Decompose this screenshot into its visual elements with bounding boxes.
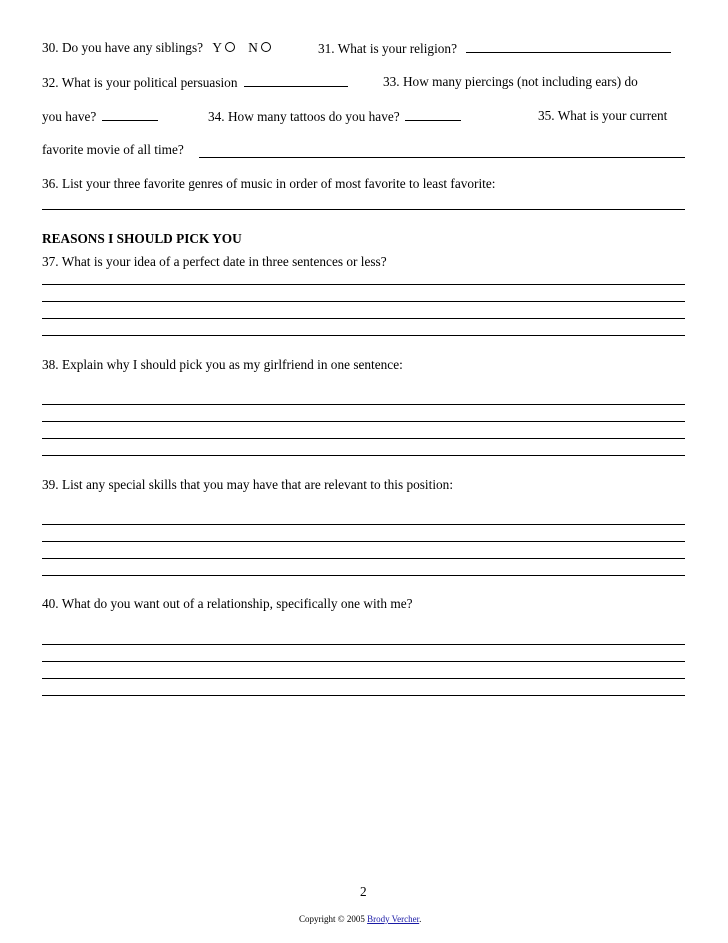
question-36 xyxy=(42,176,495,192)
movie-answer-field[interactable] xyxy=(199,157,685,158)
answer-line[interactable] xyxy=(42,301,685,302)
tattoos-answer-field[interactable] xyxy=(405,108,461,121)
page-number: 2 xyxy=(360,884,367,899)
question-40 xyxy=(42,596,413,612)
question-37-text: 37. What is your idea of a perfect date in three sentences or less? xyxy=(42,254,387,269)
question-33-continued xyxy=(42,108,158,125)
question-30 xyxy=(42,40,271,56)
question-35-text: 35. What is your current xyxy=(538,108,668,123)
question-31 xyxy=(318,40,671,57)
political-answer-field[interactable] xyxy=(244,74,348,87)
question-37 xyxy=(42,254,387,270)
answer-line[interactable] xyxy=(42,558,685,559)
answer-line[interactable] xyxy=(42,575,685,576)
answer-line[interactable] xyxy=(42,438,685,439)
answer-line[interactable] xyxy=(42,404,685,405)
question-32-text: 32. What is your political persuasion xyxy=(42,75,238,90)
question-35 xyxy=(538,108,667,124)
piercings-answer-field[interactable] xyxy=(102,108,158,121)
option-no-radio[interactable] xyxy=(261,42,271,52)
question-39 xyxy=(42,477,453,493)
question-35-text-continued: favorite movie of all time? xyxy=(42,142,184,157)
section-heading: REASONS I SHOULD PICK YOU xyxy=(42,231,242,246)
answer-line[interactable] xyxy=(42,661,685,662)
copyright-text: Copyright © 2005 xyxy=(299,914,365,924)
question-36-text: 36. List your three favorite genres of music in order of most favorite to least favorite: xyxy=(42,176,496,191)
option-no-label: N xyxy=(248,40,258,55)
answer-line[interactable] xyxy=(42,318,685,319)
question-40-text: 40. What do you want out of a relationship, specifically one with me? xyxy=(42,596,413,611)
question-31-text: 31. What is your religion? xyxy=(318,41,457,56)
answer-line[interactable] xyxy=(42,541,685,542)
music-answer-line[interactable] xyxy=(42,209,685,210)
question-33-text: 33. How many piercings (not including ears) do xyxy=(383,74,638,89)
question-32 xyxy=(42,74,348,91)
copyright-period: . xyxy=(419,914,422,924)
answer-line[interactable] xyxy=(42,695,685,696)
question-33-text-continued: you have? xyxy=(42,109,97,124)
question-39-text: 39. List any special skills that you may have that are relevant to this position: xyxy=(42,477,454,492)
answer-line[interactable] xyxy=(42,678,685,679)
question-38 xyxy=(42,357,403,373)
question-34 xyxy=(208,108,461,125)
option-yes-label: Y xyxy=(212,40,222,55)
copyright-footer xyxy=(299,914,421,924)
question-30-text: 30. Do you have any siblings? xyxy=(42,40,204,55)
question-34-text: 34. How many tattoos do you have? xyxy=(208,109,400,124)
religion-answer-field[interactable] xyxy=(466,40,671,53)
answer-line[interactable] xyxy=(42,421,685,422)
answer-line[interactable] xyxy=(42,284,685,285)
answer-line[interactable] xyxy=(42,455,685,456)
answer-line[interactable] xyxy=(42,644,685,645)
answer-line[interactable] xyxy=(42,524,685,525)
question-33 xyxy=(383,74,638,90)
question-38-text: 38. Explain why I should pick you as my girlfriend in one sentence: xyxy=(42,357,403,372)
author-link[interactable]: Brody Vercher xyxy=(367,914,420,924)
answer-line[interactable] xyxy=(42,335,685,336)
question-35-continued xyxy=(42,142,184,158)
option-yes-radio[interactable] xyxy=(225,42,235,52)
